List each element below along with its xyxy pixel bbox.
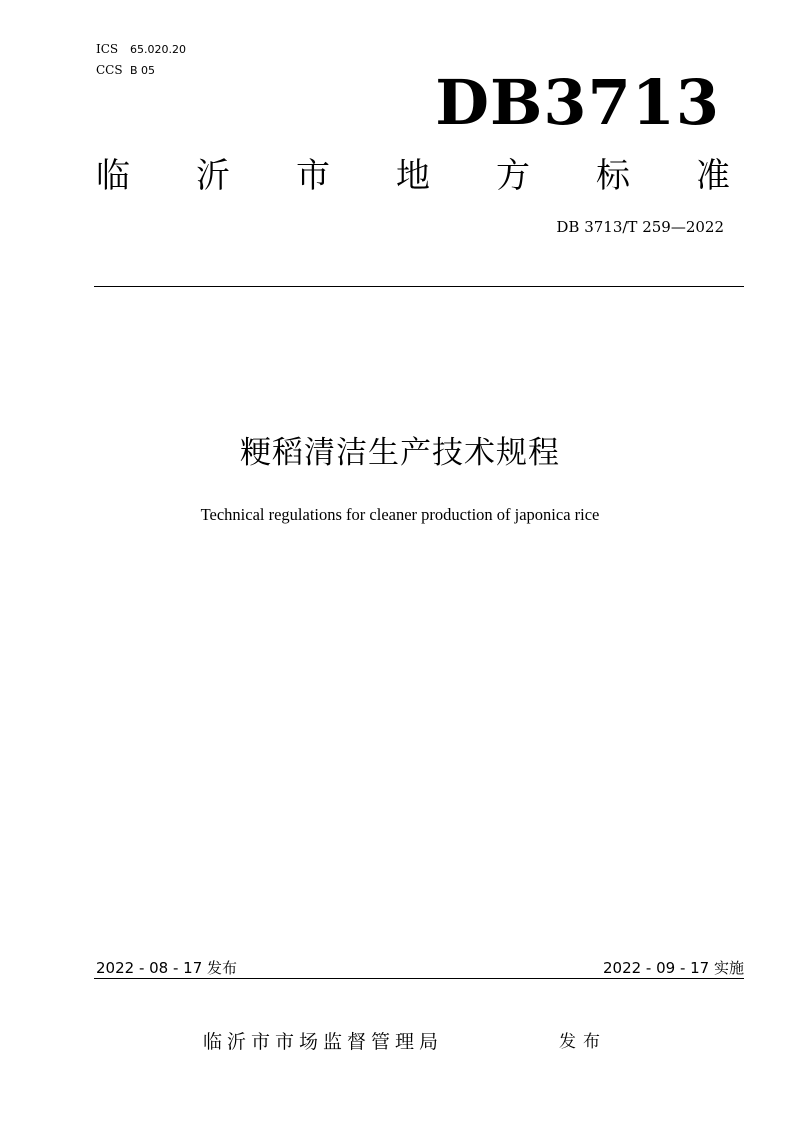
standard-code-logo: DB3713 xyxy=(435,66,720,139)
standard-type-char: 方 xyxy=(496,156,530,196)
footer-divider xyxy=(94,978,744,979)
implementation-date: 2022 - 09 - 17 实施 xyxy=(602,959,744,977)
issuing-authority: 临沂市市场监督管理局 xyxy=(203,1031,444,1053)
document-title-en: Technical regulations for cleaner production of japonica rice xyxy=(200,505,600,524)
ics-value: 65.020.20 xyxy=(130,43,186,56)
standard-type-char: 准 xyxy=(696,156,730,196)
standard-type-char: 沂 xyxy=(196,156,230,196)
standard-type-char: 市 xyxy=(296,156,330,196)
ics-label: ICS xyxy=(96,42,119,56)
standard-type-char: 临 xyxy=(96,156,130,196)
document-title-cn: 粳稻清洁生产技术规程 xyxy=(240,435,560,471)
issue-date: 2022 - 08 - 17 发布 xyxy=(96,959,238,977)
standard-type-char: 地 xyxy=(396,156,430,196)
standard-type-char: 标 xyxy=(596,156,630,196)
header-divider xyxy=(94,286,744,287)
standard-number: DB 3713/T 259—2022 xyxy=(556,218,724,236)
ccs-line xyxy=(96,63,155,78)
ics-line xyxy=(96,42,186,57)
standard-type-title xyxy=(96,154,730,198)
ccs-label: CCS xyxy=(96,63,123,77)
ccs-value: B 05 xyxy=(130,64,156,77)
issue-label: 发布 xyxy=(559,1032,607,1052)
